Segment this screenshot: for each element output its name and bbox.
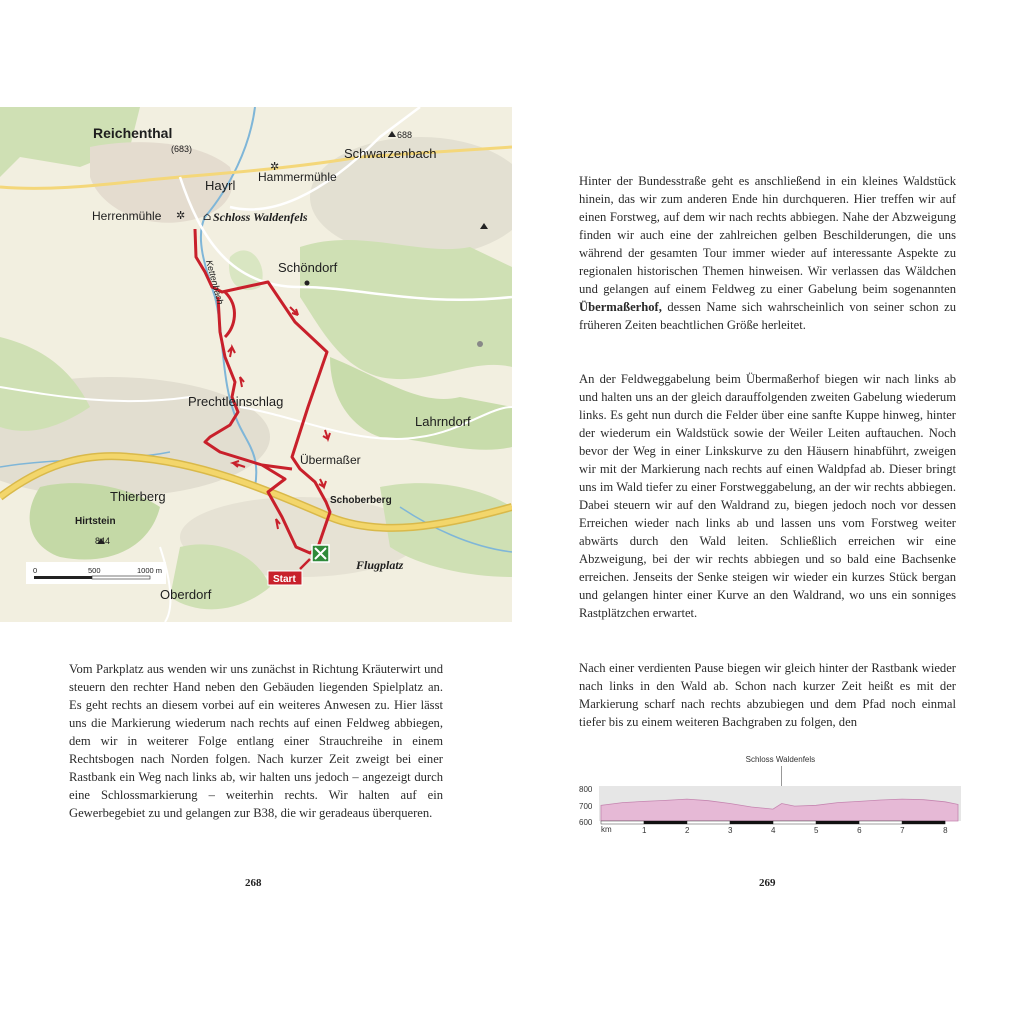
x-tick-label: 2 <box>685 826 690 835</box>
place-oberdorf: Oberdorf <box>160 587 212 602</box>
x-axis-segment <box>687 821 730 824</box>
place-schwarzenbach: Schwarzenbach <box>344 146 437 161</box>
route-map <box>0 107 512 622</box>
p1-text-before: Hinter der Bundesstraße geht es anschließend in ein kleines Waldstück hinein, das wir zum anderen Ende hin durchqueren. Hier treffen wir auf einen Forstweg, auf dem wir nach rechts abbiegen. Nahe der Abzweigung finden wir auch eine der zahlreichen gelben Beschilderungen, die uns während der gesamten Tour immer wieder auf interessante Aspekte zu regionalen historischen Themen hinweisen. Wir verlassen das Wäldchen und gelangen auf einem Feldweg zu einer Gabelung beim sogenannten <box>579 174 956 296</box>
place-schoendorf: Schöndorf <box>278 260 338 275</box>
mill-icon: ✲ <box>270 160 280 173</box>
right-page <box>512 0 1024 1024</box>
x-axis-segment <box>859 821 902 824</box>
elevation-reichenthal: (683) <box>171 144 193 154</box>
profile-annotation: Schloss Waldenfels <box>745 755 816 764</box>
p1-bold-uebermasserhof: Übermaßerhof, <box>579 300 662 314</box>
page-number-right: 269 <box>759 877 776 889</box>
y-tick-700: 700 <box>579 802 593 811</box>
place-herrenmuehle: Herrenmühle <box>92 209 162 223</box>
scale-label-0: 0 <box>33 566 38 575</box>
x-tick-label: 5 <box>814 826 819 835</box>
place-flugplatz: Flugplatz <box>356 558 404 572</box>
place-hirtstein: Hirtstein <box>75 516 116 527</box>
elevation-688: 688 <box>397 130 413 140</box>
x-axis-segment <box>601 821 644 824</box>
x-tick-label: 1 <box>642 826 647 835</box>
castle-icon: ⌂ <box>203 210 212 223</box>
x-tick-label: 3 <box>728 826 733 835</box>
x-tick-label: 6 <box>857 826 862 835</box>
p1-text-after: dessen Name sich wahrscheinlich von seiner schon zu früheren Zeiten beachtlichen Größe herleitet. <box>579 300 956 332</box>
y-tick-600: 600 <box>579 818 593 827</box>
point-marker-icon <box>477 341 483 347</box>
place-schoberberg: Schoberberg <box>330 495 392 506</box>
x-tick-label: 4 <box>771 826 776 835</box>
place-thierberg: Thierberg <box>110 489 166 504</box>
x-axis-segment <box>773 821 816 824</box>
right-paragraph-1 <box>579 172 956 334</box>
elevation-hirtstein: 844 <box>95 536 111 546</box>
scale-label-1000: 1000 m <box>137 566 163 575</box>
x-tick-label: 7 <box>900 826 905 835</box>
page-number-left: 268 <box>245 877 262 889</box>
left-paragraph: Vom Parkplatz aus wenden wir uns zunächst in Richtung Kräuterwirt und steuern den rechter Hand neben den Gebäuden liegenden Spielplatz an. Es geht rechts an diesem vorbei auf ein weiteres Anwesen zu. Hier lässt uns die Markierung wiederum nach rechts auf einen Feldweg abbiegen, dem wir in weiterer Folge entlang einer Strauchreihe in einem Rechtsbogen nach Norden folgen. Nach kurzer Zeit zweigt bei einer Rastbank ein Weg nach links ab, wir halten uns jedoch – angezeigt durch eine Schlossmarkierung – weiterhin rechts. Wir halten auf ein Gewerbegebiet zu und gelangen zur B38, die wir geradeaus überqueren. <box>69 662 443 820</box>
map-svg <box>0 107 512 622</box>
place-hammermuehle: Hammermühle <box>258 170 337 184</box>
x-axis-unit: km <box>601 825 612 834</box>
place-hayrl: Hayrl <box>205 178 236 193</box>
scale-bar-light <box>92 576 150 579</box>
mill-icon: ✲ <box>176 209 186 222</box>
x-axis-segment <box>644 821 687 824</box>
x-axis-segment <box>816 821 859 824</box>
x-axis-ticks <box>601 821 948 835</box>
x-axis-segment <box>902 821 945 824</box>
place-schloss-waldenfels: Schloss Waldenfels <box>213 210 308 224</box>
x-axis-segment <box>730 821 773 824</box>
place-lahrndorf: Lahrndorf <box>415 414 471 429</box>
stream-label: Kettenbach <box>204 258 226 306</box>
scale-label-500: 500 <box>88 566 101 575</box>
y-tick-800: 800 <box>579 785 593 794</box>
right-paragraph-3: Nach einer verdienten Pause biegen wir gleich hinter der Rastbank wieder nach links in den Wald ab. Schon nach kurzer Zeit heißt es mit der Markierung scharf nach rechts abzubiegen und dem Pfad noch einmal tiefer bis zu einem weiteren Bachgraben zu folgen, den <box>579 661 956 729</box>
place-reichenthal: Reichenthal <box>93 125 173 141</box>
elevation-profile-svg <box>573 752 973 842</box>
church-icon <box>305 281 310 286</box>
place-uebermasser: Übermaßer <box>300 453 361 467</box>
scale-bar-dark <box>34 576 92 579</box>
right-paragraph-2: An der Feldweggabelung beim Übermaßerhof biegen wir nach links ab und halten uns an der gleich darauffolgenden zweiten Gabelung wiederum links. Es geht nun durch die Felder über eine sanfte Kuppe hinweg, hinter der wiederum ein Waldstück sowie der Weiler Leiten auftauchen. Noch bevor der Weg in einer Linkskurve zu den Häusern hinabführt, zweigen wir mit der Markierung nach rechts auf einen Waldpfad ab. Dieser bringt uns im Wald tiefer zu einer Forstweggabelung, an der wir rechts abbiegen. Dabei steuern wir auf den Waldrand zu, biegen jedoch noch vor dessen Erreichen wieder nach links ab und lassen uns vom Forstweg weiter abwärts durch den Wald leiten. Schließlich erreichen wir eine Abzweigung, bei der wir rechts abbiegen und so bald eine Bachsenke erreichen. Jenseits der Senke steigen wir wieder ein kurzes Stück bergan und gelangen hinter einer Kurve an den Waldrand, wo uns ein sonniges Rastplätzchen erwartet. <box>579 372 956 620</box>
start-label: Start <box>273 574 296 585</box>
x-tick-label: 8 <box>943 826 948 835</box>
elevation-profile <box>573 752 973 842</box>
place-prechtleinschlag: Prechtleinschlag <box>188 394 284 409</box>
